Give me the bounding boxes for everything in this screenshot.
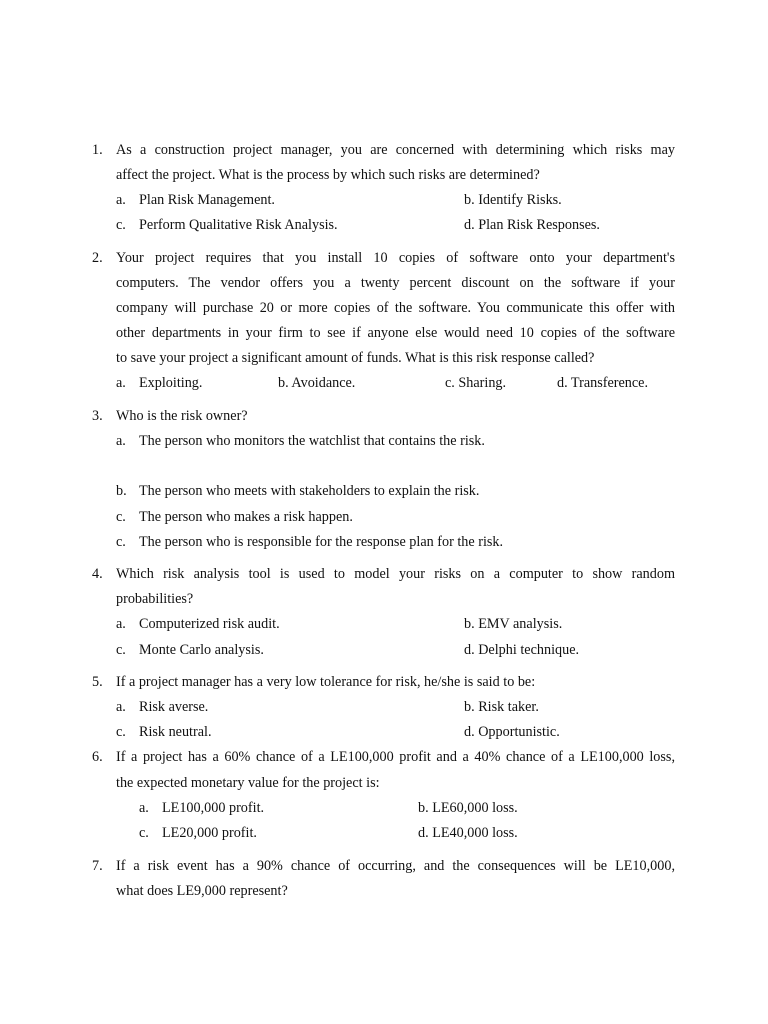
question-5-option-a-letter: a.: [116, 699, 126, 715]
question-3-option-3-letter: c.: [116, 509, 126, 525]
question-2-option-a-letter: a.: [116, 375, 126, 391]
question-3-option-3: The person who makes a risk happen.: [139, 509, 353, 525]
question-3-option-1-letter: a.: [116, 433, 126, 449]
question-2-text-line-3: company will purchase 20 or more copies of the software. You communicate this offer with: [116, 300, 675, 316]
question-1-option-a-letter: a.: [116, 192, 126, 208]
question-2-option-a: Exploiting.: [139, 375, 203, 391]
question-2-option-d: d. Transference.: [557, 375, 649, 391]
question-6-option-a-letter: a.: [139, 800, 149, 816]
question-2-text-line-4: other departments in your firm to see if anyone else would need 10 copies of the software: [116, 325, 675, 341]
question-6-option-a: LE100,000 profit.: [162, 800, 265, 816]
question-2-number: 2.: [92, 250, 103, 266]
question-4-option-a: Computerized risk audit.: [139, 616, 280, 632]
question-1-number: 1.: [92, 142, 103, 158]
question-2-option-b: b. Avoidance.: [278, 375, 356, 391]
question-5-option-c: Risk neutral.: [139, 724, 212, 740]
question-3-text-line-1: Who is the risk owner?: [116, 408, 248, 424]
question-4-option-b: b. EMV analysis.: [464, 616, 563, 632]
question-2-option-c: c. Sharing.: [445, 375, 507, 391]
question-1-option-a: Plan Risk Management.: [139, 192, 275, 208]
question-6-text-line-1: If a project has a 60% chance of a LE100,000 profit and a 40% chance of a LE100,000 loss,: [116, 749, 675, 765]
question-6-number: 6.: [92, 749, 103, 765]
question-7-text-line-1: If a risk event has a 90% chance of occurring, and the consequences will be LE10,000,: [116, 858, 675, 874]
question-5-option-c-letter: c.: [116, 724, 126, 740]
question-4-option-a-letter: a.: [116, 616, 126, 632]
question-2-text-line-2: computers. The vendor offers you a twenty percent discount on the software if your: [116, 275, 675, 291]
question-4-option-c: Monte Carlo analysis.: [139, 642, 264, 658]
question-1-option-c: Perform Qualitative Risk Analysis.: [139, 217, 338, 233]
question-1-option-d: d. Plan Risk Responses.: [464, 217, 600, 233]
question-5-option-b: b. Risk taker.: [464, 699, 539, 715]
question-5-number: 5.: [92, 674, 103, 690]
question-6-text-line-2: the expected monetary value for the project is:: [116, 775, 380, 791]
question-3-option-2-letter: b.: [116, 483, 127, 499]
question-6-option-b: b. LE60,000 loss.: [418, 800, 518, 816]
question-3-number: 3.: [92, 408, 103, 424]
question-7-text-line-2: what does LE9,000 represent?: [116, 883, 288, 899]
question-4-text-line-2: probabilities?: [116, 591, 194, 607]
question-6-option-d: d. LE40,000 loss.: [418, 825, 518, 841]
question-6-option-c-letter: c.: [139, 825, 149, 841]
question-6-option-c: LE20,000 profit.: [162, 825, 257, 841]
question-3-option-4: The person who is responsible for the response plan for the risk.: [139, 534, 504, 550]
question-5-option-a: Risk averse.: [139, 699, 209, 715]
question-3-option-4-letter: c.: [116, 534, 126, 550]
question-4-number: 4.: [92, 566, 103, 582]
question-4-option-d: d. Delphi technique.: [464, 642, 580, 658]
question-4-text-line-1: Which risk analysis tool is used to model your risks on a computer to show random: [116, 566, 675, 582]
question-5-option-d: d. Opportunistic.: [464, 724, 560, 740]
question-1-option-b: b. Identify Risks.: [464, 192, 562, 208]
question-3-option-1: The person who monitors the watchlist that contains the risk.: [139, 433, 485, 449]
question-3-option-2: The person who meets with stakeholders to explain the risk.: [139, 483, 480, 499]
question-5-text-line-1: If a project manager has a very low tolerance for risk, he/she is said to be:: [116, 674, 536, 690]
question-4-option-c-letter: c.: [116, 642, 126, 658]
question-1-text-line-1: As a construction project manager, you are concerned with determining which risks may: [116, 142, 675, 158]
question-1-text-line-2: affect the project. What is the process by which such risks are determined?: [116, 167, 540, 183]
question-2-text-line-5: to save your project a significant amount of funds. What is this risk response called?: [116, 350, 595, 366]
question-2-text-line-1: Your project requires that you install 10 copies of software onto your department's: [116, 250, 675, 266]
question-1-option-c-letter: c.: [116, 217, 126, 233]
question-7-number: 7.: [92, 858, 103, 874]
